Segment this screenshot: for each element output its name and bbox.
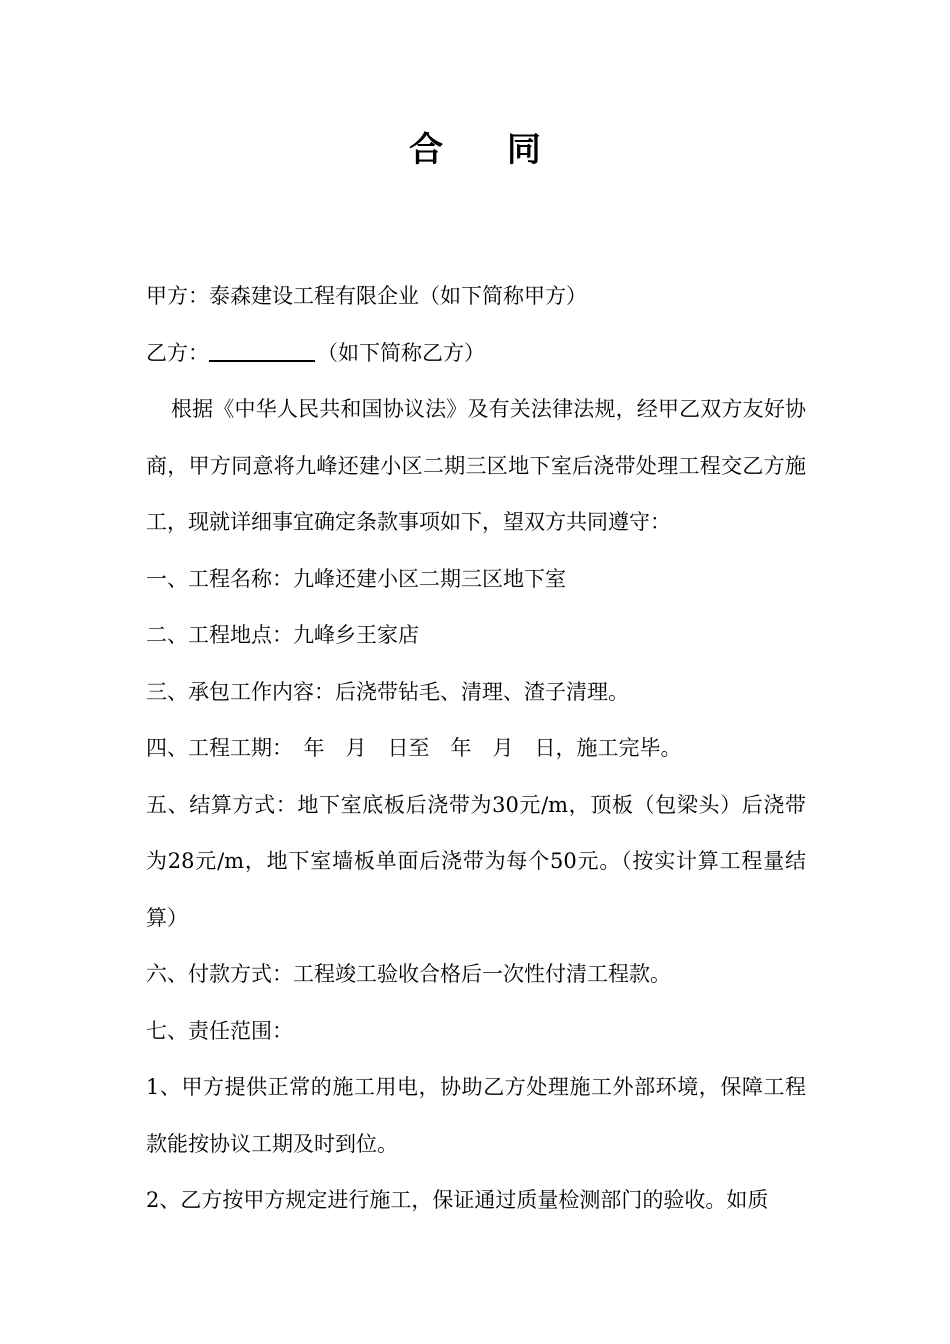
- responsibility-item-1: 1、甲方提供正常的施工用电，协助乙方处理施工外部环境，保障工程款能按协议工期及时到位。: [146, 1075, 806, 1156]
- document-title: 合 同: [409, 130, 567, 170]
- clause-work-scope: 三、承包工作内容：后浇带钻毛、清理、渣子清理。: [146, 679, 629, 704]
- clause-schedule: 四、工程工期： 年 月 日至 年 月 日，施工完毕。: [146, 736, 682, 760]
- party-b-label: 乙方：: [146, 340, 209, 365]
- party-b-line: [146, 325, 806, 382]
- clause-settlement: 五、结算方式：地下室底板后浇带为30元/m，顶板（包梁头）后浇带为28元/m，地下室墙板单面后浇带为每个50元。（按实计算工程量结算）: [146, 792, 806, 930]
- clause-responsibility-heading: 七、责任范围：: [146, 1018, 293, 1043]
- clause-payment: 六、付款方式：工程竣工验收合格后一次性付清工程款。: [146, 962, 671, 986]
- party-a-line: 甲方：泰森建设工程有限企业（如下简称甲方）: [146, 284, 587, 308]
- responsibility-item-2: 2、乙方按甲方规定进行施工，保证通过质量检测部门的验收。如质: [146, 1188, 769, 1212]
- contract-body: [146, 268, 806, 1229]
- clause-project-location: 二、工程地点：九峰乡王家店: [146, 623, 419, 647]
- party-b-name-blank: [209, 340, 315, 362]
- preamble-paragraph: 根据《中华人民共和国协议法》及有关法律法规，经甲乙双方友好协商，甲方同意将九峰还建小区二期三区地下室后浇带处理工程交乙方施工，现就详细事宜确定条款事项如下，望双方共同遵守：: [146, 397, 806, 534]
- clause-project-name: 一、工程名称：九峰还建小区二期三区地下室: [146, 566, 566, 591]
- party-b-suffix: （如下简称乙方）: [317, 340, 485, 365]
